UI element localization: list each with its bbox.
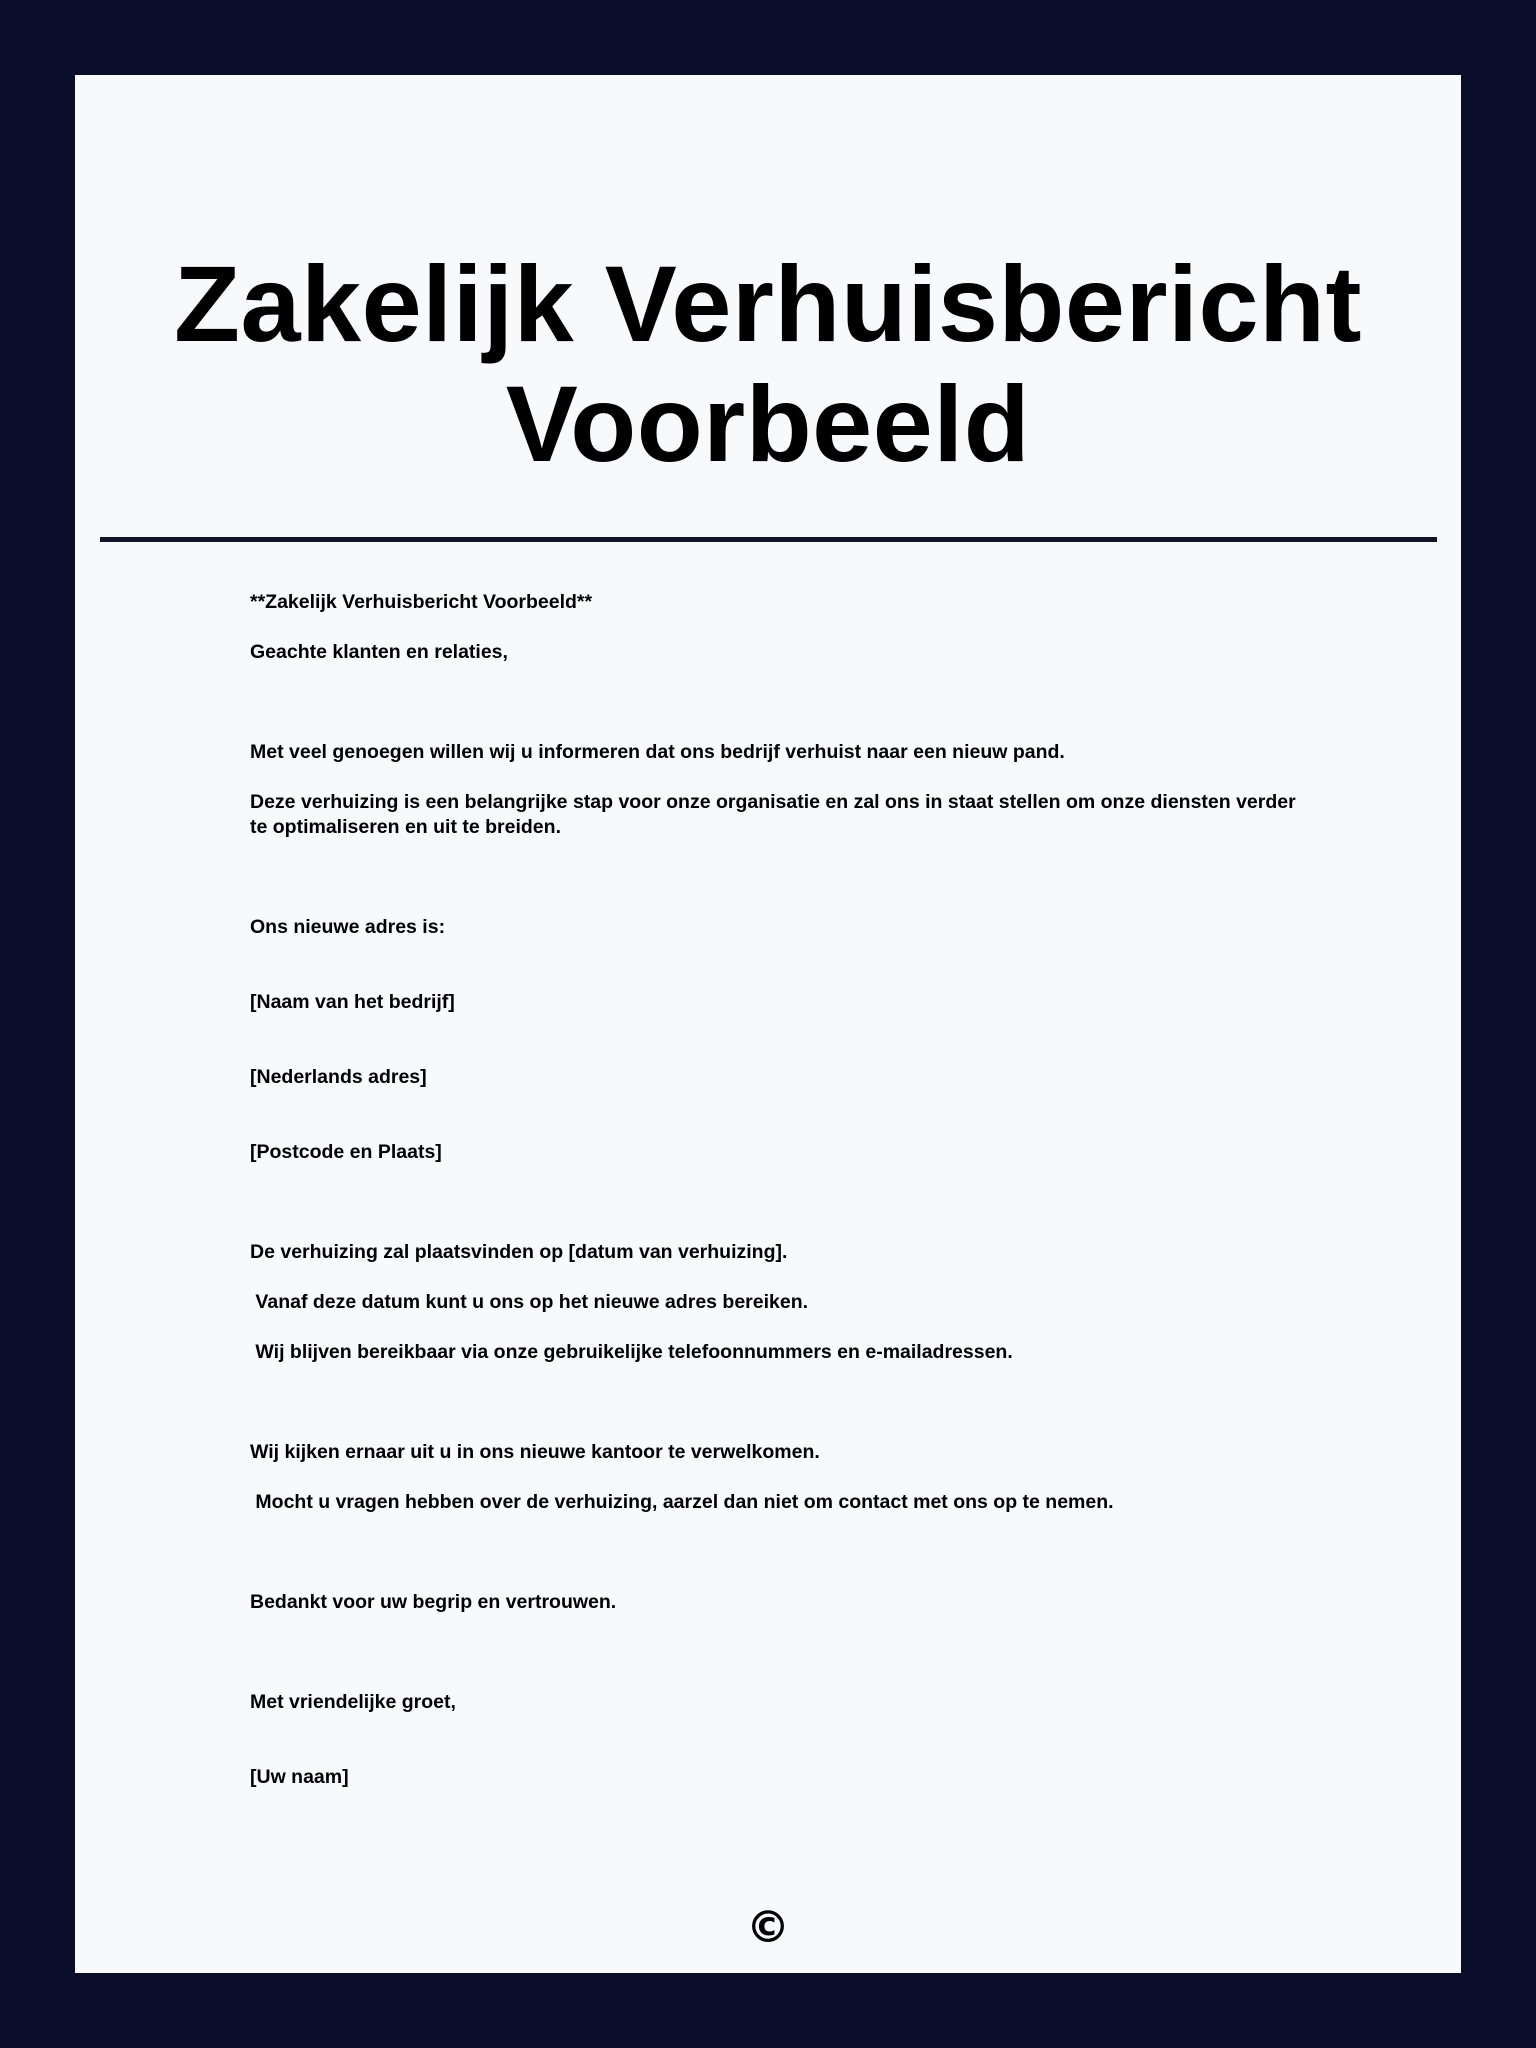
letter-intro: Met veel genoegen willen wij u informeren dat ons bedrijf verhuist naar een nieuw pand.: [250, 741, 1065, 763]
move-date: De verhuizing zal plaatsvinden op [datum van verhuizing].: [250, 1241, 788, 1263]
move-reach: Vanaf deze datum kunt u ons op het nieuwe adres bereiken.: [250, 1291, 809, 1313]
page-title-line-2: Voorbeeld: [505, 363, 1031, 484]
welcome-text: Wij kijken ernaar uit u in ons nieuwe kantoor te verwelkomen.: [250, 1441, 820, 1463]
page-title: [0, 244, 1536, 484]
address-street: [Nederlands adres]: [250, 1066, 427, 1088]
letter-intro-detail: Deze verhuizing is een belangrijke stap voor onze organisatie en zal ons in staat stellen om onze diensten verder te optimaliseren en uit te breiden.: [250, 791, 1302, 838]
move-contact: Wij blijven bereikbaar via onze gebruikelijke telefoonnummers en e-mailadressen.: [250, 1341, 1013, 1363]
copyright-icon: ©: [746, 1902, 790, 1953]
letter-salutation: Geachte klanten en relaties,: [250, 641, 508, 663]
questions-text: Mocht u vragen hebben over de verhuizing, aarzel dan niet om contact met ons op te nemen.: [250, 1491, 1114, 1513]
address-city: [Postcode en Plaats]: [250, 1141, 442, 1163]
page-title-line-1: Zakelijk Verhuisbericht: [173, 243, 1362, 364]
letter-heading: **Zakelijk Verhuisbericht Voorbeeld**: [250, 591, 593, 613]
address-intro: Ons nieuwe adres is:: [250, 916, 446, 938]
signature-placeholder: [Uw naam]: [250, 1766, 349, 1788]
address-company: [Naam van het bedrijf]: [250, 991, 455, 1013]
thanks-text: Bedankt voor uw begrip en vertrouwen.: [250, 1591, 617, 1613]
title-divider: [100, 537, 1437, 542]
closing-text: Met vriendelijke groet,: [250, 1691, 456, 1713]
